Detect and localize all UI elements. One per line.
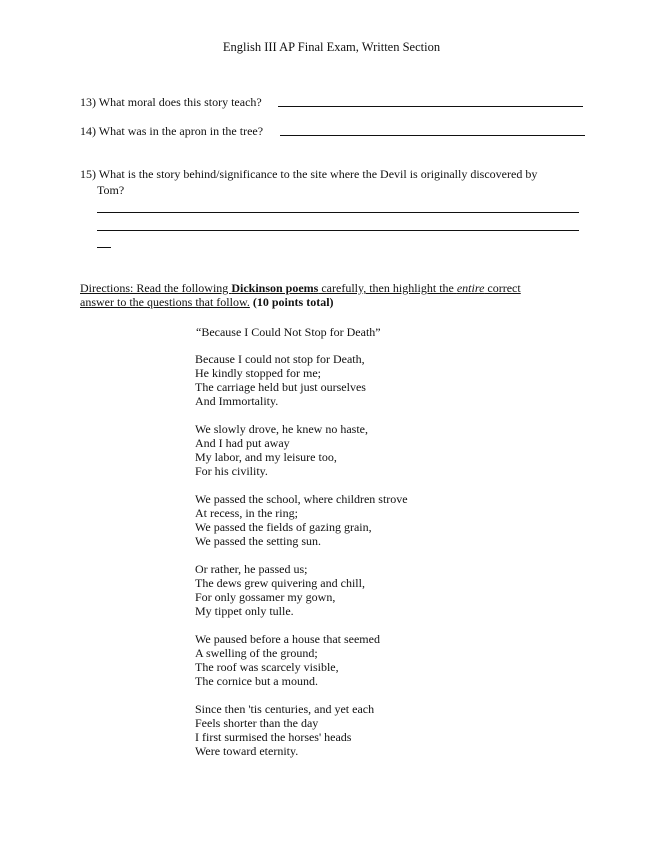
poem-line: And Immortality. xyxy=(195,394,279,408)
poem-line: The carriage held but just ourselves xyxy=(195,380,366,394)
directions-text-3: correct xyxy=(484,281,521,295)
directions-text-4: answer to the questions that follow. xyxy=(80,295,250,309)
poem-line: For only gossamer my gown, xyxy=(195,590,336,604)
poem-line: The roof was scarcely visible, xyxy=(195,660,339,674)
directions-line-1 xyxy=(80,281,521,295)
poem-line: The dews grew quivering and chill, xyxy=(195,576,365,590)
answer-line-15a[interactable] xyxy=(97,212,579,213)
poem-line: I first surmised the horses' heads xyxy=(195,730,352,744)
directions-text-1: Directions: Read the following xyxy=(80,281,232,295)
poem-line: Were toward eternity. xyxy=(195,744,299,758)
directions-bold-term: Dickinson poems xyxy=(231,281,319,295)
poem-line: Or rather, he passed us; xyxy=(195,562,308,576)
directions-italic-term: entire xyxy=(456,281,485,295)
poem-line: We passed the school, where children strove xyxy=(195,492,408,506)
poem-line: He kindly stopped for me; xyxy=(195,366,321,380)
poem-line: We passed the fields of gazing grain, xyxy=(195,520,372,534)
poem-line: My tippet only tulle. xyxy=(195,604,294,618)
poem-line: For his civility. xyxy=(195,464,268,478)
question-14: 14) What was in the apron in the tree? xyxy=(80,124,264,138)
question-15-line-1: 15) What is the story behind/significance to the site where the Devil is originally discovered by xyxy=(80,167,538,181)
directions-points: (10 points total) xyxy=(252,295,334,309)
poem-line: Because I could not stop for Death, xyxy=(195,352,365,366)
poem-title: “Because I Could Not Stop for Death” xyxy=(196,325,381,339)
directions-line-2 xyxy=(80,295,334,309)
poem-line: Since then 'tis centuries, and yet each xyxy=(195,702,375,716)
poem-line: We paused before a house that seemed xyxy=(195,632,380,646)
page-title: English III AP Final Exam, Written Section xyxy=(222,40,441,54)
poem-line: My labor, and my leisure too, xyxy=(195,450,337,464)
poem-line: A swelling of the ground; xyxy=(195,646,318,660)
answer-line-14[interactable] xyxy=(280,135,585,136)
question-15-line-2: Tom? xyxy=(97,183,125,197)
poem-line: We slowly drove, he knew no haste, xyxy=(195,422,368,436)
directions-text-2: carefully, then highlight the xyxy=(318,281,457,295)
answer-line-15b[interactable] xyxy=(97,230,579,231)
poem-line: At recess, in the ring; xyxy=(195,506,298,520)
poem-line: The cornice but a mound. xyxy=(195,674,318,688)
poem-line: We passed the setting sun. xyxy=(195,534,322,548)
question-13: 13) What moral does this story teach? xyxy=(80,95,262,109)
poem-line: And I had put away xyxy=(195,436,290,450)
answer-line-13[interactable] xyxy=(278,106,583,107)
answer-line-15c[interactable] xyxy=(97,247,111,248)
poem-line: Feels shorter than the day xyxy=(195,716,319,730)
